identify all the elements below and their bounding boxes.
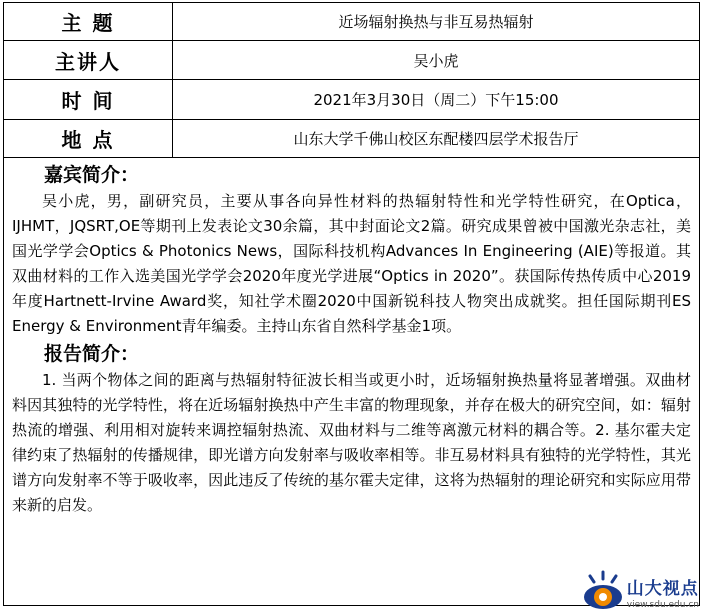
speaker-label: 主讲人 [4,41,173,79]
watermark-url: view.sdu.edu.cn [626,600,699,610]
topic-label: 主 题 [4,3,173,40]
time-value: 2021年3月30日（周二）下午15:00 [313,91,559,109]
report-text: 1. 当两个物体之间的距离与热辐射特征波长相当或更小时，近场辐射换热量将显著增强。双曲材料因其独特的光学特性，将在近场辐射换热中产生丰富的物理现象，并存在极大的研究空间，如：辐射热流的增强、利用相对旋转来调控辐射热流、双曲材料与二维等离激元材料的耦合等。2. 基尔霍夫定律约束了热辐射的传播规律，即光谱方向发射率与吸收率相等。非互易材料具有独特的光学特性，其光谱方向发射率不等于吸收率，因此违反了传统的基尔霍夫定律，这将为热辐射的理论研究和实际应用带来新的启发。 [12,371,691,514]
report-heading: 报告简介： [44,343,140,365]
topic-value: 近场辐射换热与非互易热辐射 [338,13,534,31]
row-time [4,80,699,120]
speaker-value: 吴小虎 [413,51,459,70]
watermark-title: 山大视点 [626,579,699,599]
content-area [4,158,699,520]
guest-heading: 嘉宾简介： [44,164,140,186]
eye-logo-icon [581,570,625,614]
watermark [581,570,699,614]
time-label: 时 间 [4,80,173,119]
guest-text: 吴小虎，男，副研究员，主要从事各向异性材料的热辐射特性和光学特性研究，在Optica，IJHMT，JQSRT,OE等期刊上发表论文30余篇，其中封面论文2篇。研究成果曾被中国激光杂志社，美国光学学会Optics & Photonics News，国际科技机构Advances In Engineering (AIE)等报道。其双曲材料的工作入选美国光学学会2020年度光学进展“Optics in 2020”。获国际传热传质中心2019年度Hartnett-Irvine Award奖，知社学术圈2020中国新锐科技人物突出成就奖。担任国际期刊ES Energy & Environment青年编委。主持山东省自然科学基金1项。 [12,192,691,335]
location-value: 山东大学千佛山校区东配楼四层学术报告厅 [293,130,579,148]
row-location [4,120,699,158]
row-speaker [4,41,699,80]
row-topic [4,3,699,41]
location-label: 地 点 [4,120,173,157]
info-sheet [3,2,700,606]
